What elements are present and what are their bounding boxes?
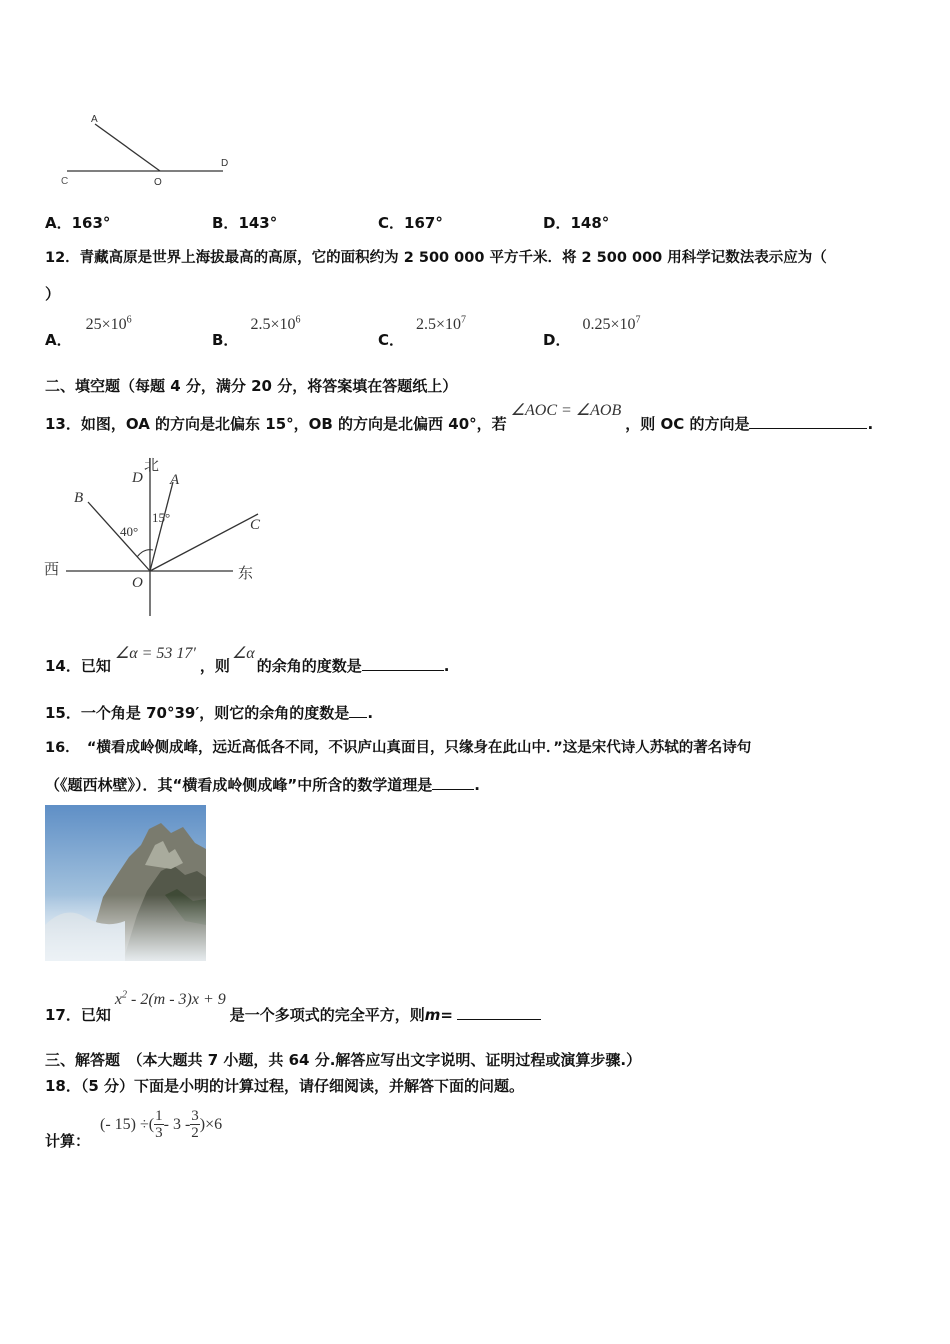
q11-label-c: C [61,176,69,187]
q11-label-d: D [221,158,229,169]
q13-label-o: O [132,575,143,591]
q13-answer-blank[interactable] [749,414,867,429]
q13-label-d: D [132,470,143,486]
section-2-heading: 二、填空题（每题 4 分，满分 20 分，将答案填在答题纸上） [45,377,458,395]
q14-stem: 14．已知∠α = 53 17′，则∠α的余角的度数是 . [45,645,450,675]
q13-label-west: 西 [44,560,60,578]
section-3-heading: 三、解答题 （本大题共 7 小题，共 64 分.解答应写出文字说明、证明过程或演算步骤.） [45,1051,642,1069]
q13-direction-figure [40,450,280,620]
q13-angle-40: 40° [120,524,139,539]
q11-angle-figure [55,108,245,188]
fraction-three-halves: $\frac{3}{2}$ [191,1108,199,1141]
q13-label-east: 东 [238,564,254,582]
fraction-one-third: $\frac{1}{3}$ [155,1108,163,1141]
q11-option-b: B．143° [212,214,278,232]
q16-answer-blank[interactable] [432,775,474,790]
q11-option-c: C．167° [378,214,443,232]
q13-stem: 13．如图，OA 的方向是北偏东 15°，OB 的方向是北偏西 40°，若∠AOC = ∠AOB，则 OC 的方向是 . [45,402,874,433]
q16-stem-line2: （《题西林壁》）．其“横看成岭侧成峰”中所含的数学道理是 . [45,776,480,794]
q18-calculation: 计算： (- 15) ÷( $\frac{1}{3}$ - 3 - $\frac{3}{2}$ )×6 [45,1108,223,1150]
q15-stem: 15．一个角是 70°39′，则它的余角的度数是 . [45,704,374,722]
q17-answer-blank[interactable] [457,1005,541,1020]
q11-option-a: A．163° [45,214,111,232]
q13-angle-15: 15° [152,510,171,525]
q12-option-b: B．$2.5\times 10^6$ [212,315,301,349]
q17-stem: 17．已知$x^2 - 2(m - 3)x + 9$是一个多项式的完全平方，则m= [45,990,541,1025]
q12-option-a: A．$25\times 10^6$ [45,315,132,349]
q11-label-o: O [154,177,162,188]
q12-stem-line2: ） [45,285,61,303]
q12-option-c: C．$2.5\times 10^7$ [378,315,467,349]
q18-stem: 18．（5 分）下面是小明的计算过程，请仔细阅读，并解答下面的问题。 [45,1077,525,1095]
q15-answer-blank[interactable] [349,703,367,718]
q13-label-c: C [250,517,261,533]
q13-label-a: A [170,472,180,488]
q14-answer-blank[interactable] [362,656,444,671]
mountain-photo [45,805,206,961]
q11-option-d: D．148° [543,214,610,232]
q12-stem-line1: 12．青藏高原是世界上海拔最高的高原，它的面积约为 2 500 000 平方千米．将 2 500 000 用科学记数法表示应为（ [45,250,827,266]
q12-option-d: D．$0.25\times 10^7$ [543,315,641,349]
q11-label-a: A [91,114,98,125]
q13-label-north: 北 [144,456,160,474]
q16-stem-line1: 16． “横看成岭侧成峰，远近高低各不同，不识庐山真面目，只缘身在此山中．”这是宋代诗人苏轼的著名诗句 [45,740,752,756]
q13-label-b: B [74,490,84,506]
